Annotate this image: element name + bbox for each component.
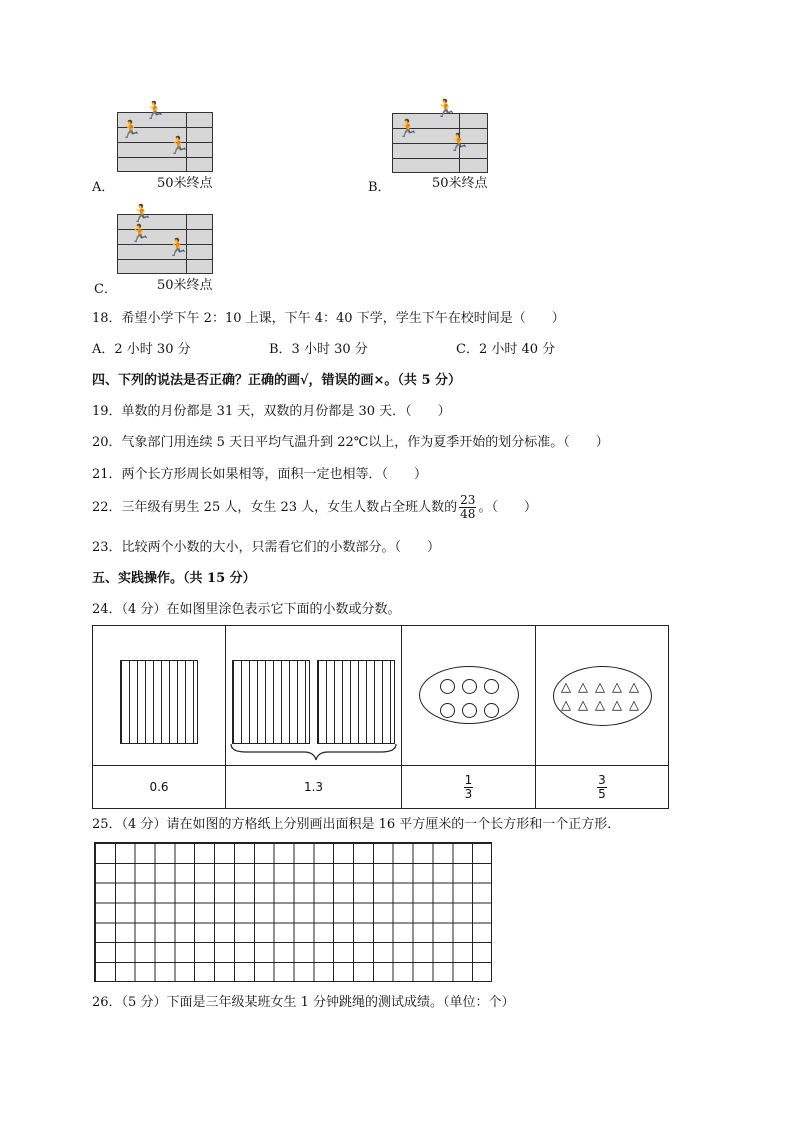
q24-table	[92, 625, 669, 809]
q24-figure-2[interactable]	[226, 626, 402, 766]
triangle-shape: △	[629, 698, 639, 713]
q24-figure-3[interactable]	[402, 626, 536, 766]
section-5-heading: 五、实践操作。（共 15 分）	[92, 571, 256, 586]
triangle-shape: △	[578, 680, 588, 695]
q24-value-2: 1.3	[226, 766, 402, 809]
q24-figure-4[interactable]	[536, 626, 669, 766]
triangle-shape: △	[612, 698, 622, 713]
running-person-icon: 🏃	[129, 224, 151, 244]
question-20: 20．气象部门用连续 5 天日平均气温升到 22℃以上，作为夏季开始的划分标准。（ ）	[92, 435, 609, 450]
question-24: 24．（4 分）在如图里涂色表示它下面的小数或分数。	[92, 602, 401, 617]
q22-text: 22．三年级有男生 25 人，女生 23 人，女生人数占全班人数的	[92, 500, 458, 515]
option-label[interactable]: A．	[92, 180, 115, 195]
q24-value-4	[536, 766, 669, 809]
finish-label: 50米终点	[157, 278, 213, 293]
q18-option-a[interactable]: A．2 小时 30 分	[92, 342, 191, 357]
q18-option-b[interactable]: B．3 小时 30 分	[269, 342, 368, 357]
striped-square	[120, 660, 198, 744]
triangle-shape: △	[595, 680, 605, 695]
question-18: 18．希望小学下午 2：10 上课，下午 4：40 下学，学生下午在校时间是（ ）	[92, 311, 565, 326]
running-person-icon: 🏃	[120, 120, 142, 140]
fraction	[464, 774, 474, 801]
fraction-denominator: 48	[460, 507, 476, 521]
fraction-numerator: 23	[460, 493, 476, 507]
question-23: 23．比较两个小数的大小，只需看它们的小数部分。（ ）	[92, 540, 441, 555]
running-person-icon: 🏃	[168, 136, 190, 156]
running-person-icon: 🏃	[448, 133, 470, 153]
q24-value-3	[402, 766, 536, 809]
striped-square	[317, 660, 395, 744]
finish-label: 50米终点	[157, 176, 213, 191]
brace	[226, 742, 401, 764]
question-21: 21．两个长方形周长如果相等，面积一定也相等．（ ）	[92, 467, 428, 482]
section-4-heading: 四、下列的说法是否正确？正确的画√，错误的画×。（共 5 分）	[92, 373, 462, 388]
finish-label: 50米终点	[432, 176, 488, 191]
q24-value-1: 0.6	[93, 766, 226, 809]
q18-option-c[interactable]: C．2 小时 40 分	[456, 342, 556, 357]
circle-shape	[484, 679, 499, 694]
question-22	[92, 494, 537, 521]
circle-shape	[462, 703, 477, 718]
ellipse-outline	[553, 666, 652, 726]
fraction	[459, 494, 476, 521]
running-person-icon: 🏃	[167, 238, 189, 258]
q24-figure-1[interactable]	[93, 626, 226, 766]
running-person-icon: 🏃	[435, 99, 457, 119]
circle-shape	[440, 679, 455, 694]
option-label[interactable]: B．	[368, 180, 391, 195]
fraction-denominator: 5	[598, 786, 606, 801]
fraction-denominator: 3	[464, 786, 473, 801]
fraction	[597, 774, 607, 801]
fraction-numerator: 1	[464, 772, 473, 787]
question-26: 26．（5 分）下面是三年级某班女生 1 分钟跳绳的测试成绩。（单位：个）	[92, 995, 515, 1010]
square-grid-paper[interactable]	[94, 842, 492, 982]
triangle-shape: △	[612, 680, 622, 695]
q22-suffix: 。（ ）	[478, 500, 537, 515]
question-19: 19．单数的月份都是 31 天，双数的月份都是 30 天．（ ）	[92, 404, 451, 419]
fraction-numerator: 3	[598, 772, 606, 787]
striped-square	[232, 660, 310, 744]
triangle-shape: △	[561, 680, 571, 695]
circle-shape	[462, 679, 477, 694]
circle-shape	[484, 703, 499, 718]
triangle-shape: △	[561, 698, 571, 713]
running-person-icon: 🏃	[144, 101, 166, 121]
triangle-shape: △	[578, 698, 588, 713]
running-person-icon: 🏃	[397, 119, 419, 139]
triangle-shape: △	[595, 698, 605, 713]
option-label[interactable]: C．	[94, 282, 117, 297]
circle-shape	[440, 703, 455, 718]
running-person-icon: 🏃	[131, 204, 153, 224]
triangle-shape: △	[629, 680, 639, 695]
question-25: 25．（4 分）请在如图的方格纸上分别画出面积是 16 平方厘米的一个长方形和一个正方形．	[92, 817, 621, 832]
